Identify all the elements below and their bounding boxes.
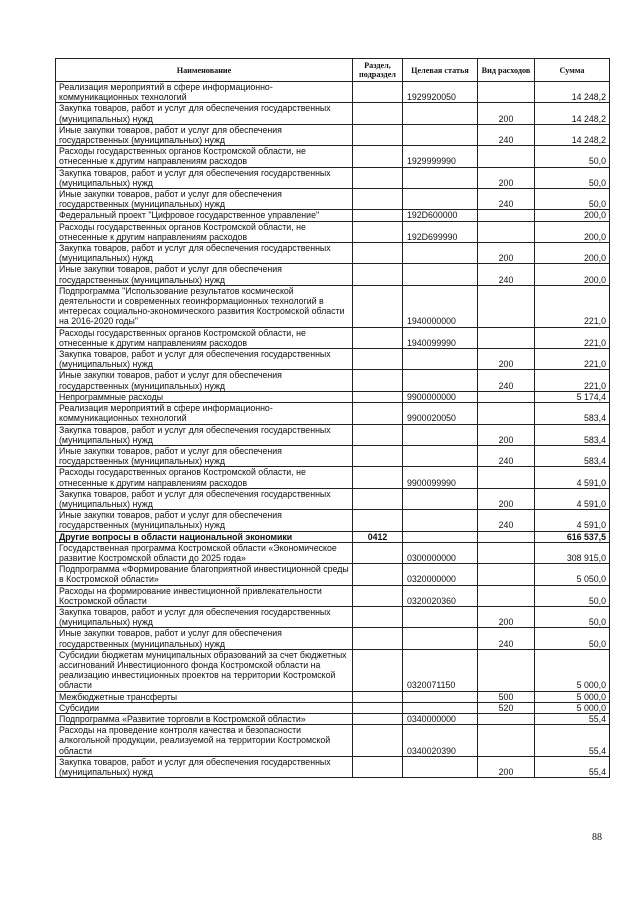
table-row (56, 725, 610, 757)
cell-name: Субсидии (56, 702, 353, 713)
cell-section (353, 725, 403, 757)
cell-type: 240 (478, 189, 535, 210)
table-row (56, 285, 610, 327)
cell-sum: 50,0 (535, 606, 610, 627)
cell-target: 0340020390 (403, 725, 478, 757)
cell-sum: 221,0 (535, 285, 610, 327)
cell-section (353, 285, 403, 327)
cell-section (353, 264, 403, 285)
cell-type: 240 (478, 370, 535, 391)
cell-section (353, 510, 403, 531)
cell-sum: 4 591,0 (535, 510, 610, 531)
cell-target: 0320071150 (403, 649, 478, 691)
cell-target (403, 702, 478, 713)
table-row (56, 210, 610, 221)
cell-type (478, 564, 535, 585)
cell-sum: 5 000,0 (535, 691, 610, 702)
cell-type (478, 146, 535, 167)
table-row (56, 82, 610, 103)
cell-target: 1929920050 (403, 82, 478, 103)
cell-target (403, 167, 478, 188)
cell-sum: 5 000,0 (535, 649, 610, 691)
cell-type: 200 (478, 756, 535, 777)
cell-name: Субсидии бюджетам муниципальных образований за счет бюджетных ассигнований Инвестиционного фонда Костромской области на реализацию инвестиционных проектов на территории Костромской области (56, 649, 353, 691)
cell-name: Закупка товаров, работ и услуг для обеспечения государственных (муниципальных) нужд (56, 243, 353, 264)
cell-type (478, 713, 535, 724)
cell-target (403, 124, 478, 145)
table-row (56, 606, 610, 627)
cell-sum: 55,4 (535, 725, 610, 757)
cell-section (353, 243, 403, 264)
cell-section (353, 124, 403, 145)
table-row (56, 370, 610, 391)
cell-sum: 583,4 (535, 403, 610, 424)
cell-section (353, 82, 403, 103)
cell-target: 192D600000 (403, 210, 478, 221)
cell-section (353, 103, 403, 124)
table-row (56, 510, 610, 531)
cell-type: 200 (478, 349, 535, 370)
cell-sum: 4 591,0 (535, 467, 610, 488)
cell-sum: 50,0 (535, 189, 610, 210)
cell-sum: 583,4 (535, 424, 610, 445)
cell-section (353, 146, 403, 167)
table-row (56, 391, 610, 402)
cell-name: Расходы государственных органов Костромской области, не отнесенные к другим направлениям расходов (56, 467, 353, 488)
table-row (56, 189, 610, 210)
cell-target: 9900000000 (403, 391, 478, 402)
cell-name: Расходы на формирование инвестиционной привлекательности Костромской области (56, 585, 353, 606)
table-row (56, 445, 610, 466)
cell-sum: 583,4 (535, 445, 610, 466)
cell-type: 520 (478, 702, 535, 713)
cell-sum: 50,0 (535, 146, 610, 167)
table-row (56, 756, 610, 777)
cell-type (478, 285, 535, 327)
cell-type (478, 221, 535, 242)
cell-name: Федеральный проект "Цифровое государственное управление" (56, 210, 353, 221)
cell-sum: 200,0 (535, 243, 610, 264)
table-row (56, 691, 610, 702)
cell-type: 200 (478, 243, 535, 264)
cell-name: Закупка товаров, работ и услуг для обеспечения государственных (муниципальных) нужд (56, 424, 353, 445)
cell-target (403, 445, 478, 466)
cell-name: Расходы государственных органов Костромской области, не отнесенные к другим направлениям расходов (56, 327, 353, 348)
cell-sum: 14 248,2 (535, 82, 610, 103)
cell-name: Подпрограмма "Использование результатов космической деятельности и современных геоинформационных технологий в интересах социально-экономического развития Костромской области на 2016-2020 годы" (56, 285, 353, 327)
table-row (56, 264, 610, 285)
table-row (56, 467, 610, 488)
cell-target (403, 243, 478, 264)
cell-type: 200 (478, 606, 535, 627)
cell-target (403, 189, 478, 210)
cell-target: 9900099990 (403, 467, 478, 488)
cell-target: 0320020360 (403, 585, 478, 606)
cell-name: Иные закупки товаров, работ и услуг для обеспечения государственных (муниципальных) нужд (56, 189, 353, 210)
cell-name: Закупка товаров, работ и услуг для обеспечения государственных (муниципальных) нужд (56, 756, 353, 777)
cell-name: Закупка товаров, работ и услуг для обеспечения государственных (муниципальных) нужд (56, 103, 353, 124)
table-body (56, 82, 610, 778)
cell-name: Расходы на проведение контроля качества и безопасности алкогольной продукции, реализуемой на территории Костромской области (56, 725, 353, 757)
table-row (56, 146, 610, 167)
cell-type (478, 391, 535, 402)
cell-type (478, 542, 535, 563)
table-row (56, 713, 610, 724)
cell-target (403, 606, 478, 627)
cell-type: 200 (478, 103, 535, 124)
header-sum: Сумма (535, 59, 610, 82)
cell-section (353, 467, 403, 488)
table-row (56, 124, 610, 145)
cell-name: Иные закупки товаров, работ и услуг для обеспечения государственных (муниципальных) нужд (56, 264, 353, 285)
table-row (56, 403, 610, 424)
cell-target (403, 510, 478, 531)
cell-section (353, 391, 403, 402)
cell-name: Иные закупки товаров, работ и услуг для обеспечения государственных (муниципальных) нужд (56, 124, 353, 145)
cell-target: 0320000000 (403, 564, 478, 585)
cell-target (403, 628, 478, 649)
cell-name: Закупка товаров, работ и услуг для обеспечения государственных (муниципальных) нужд (56, 488, 353, 509)
cell-section (353, 756, 403, 777)
table-row (56, 585, 610, 606)
header-name: Наименование (56, 59, 353, 82)
cell-section (353, 585, 403, 606)
table-row (56, 564, 610, 585)
cell-sum: 50,0 (535, 628, 610, 649)
cell-section (353, 542, 403, 563)
cell-target: 9900020050 (403, 403, 478, 424)
cell-sum: 221,0 (535, 349, 610, 370)
cell-name: Закупка товаров, работ и услуг для обеспечения государственных (муниципальных) нужд (56, 349, 353, 370)
cell-type: 240 (478, 628, 535, 649)
cell-section (353, 702, 403, 713)
cell-sum: 14 248,2 (535, 103, 610, 124)
table-header-row (56, 59, 610, 82)
cell-target (403, 424, 478, 445)
table-row (56, 702, 610, 713)
cell-type: 240 (478, 124, 535, 145)
cell-name: Межбюджетные трансферты (56, 691, 353, 702)
cell-name: Реализация мероприятий в сфере информационно-коммуникационных технологий (56, 403, 353, 424)
cell-type: 200 (478, 424, 535, 445)
table-row (56, 488, 610, 509)
cell-target (403, 103, 478, 124)
cell-target: 192D699990 (403, 221, 478, 242)
table-row (56, 542, 610, 563)
cell-target: 0300000000 (403, 542, 478, 563)
cell-name: Иные закупки товаров, работ и услуг для обеспечения государственных (муниципальных) нужд (56, 445, 353, 466)
cell-section (353, 445, 403, 466)
cell-sum: 55,4 (535, 756, 610, 777)
cell-type (478, 82, 535, 103)
table-row (56, 167, 610, 188)
cell-type (478, 585, 535, 606)
cell-section (353, 403, 403, 424)
cell-sum: 200,0 (535, 264, 610, 285)
cell-target: 0340000000 (403, 713, 478, 724)
cell-section (353, 167, 403, 188)
header-type: Вид расходов (478, 59, 535, 82)
cell-name: Закупка товаров, работ и услуг для обеспечения государственных (муниципальных) нужд (56, 167, 353, 188)
header-target: Целевая статья (403, 59, 478, 82)
cell-sum: 5 050,0 (535, 564, 610, 585)
table-row (56, 221, 610, 242)
cell-sum: 14 248,2 (535, 124, 610, 145)
cell-section (353, 349, 403, 370)
cell-sum: 4 591,0 (535, 488, 610, 509)
cell-section (353, 628, 403, 649)
cell-target (403, 756, 478, 777)
cell-target (403, 531, 478, 542)
cell-type (478, 531, 535, 542)
cell-target (403, 488, 478, 509)
cell-sum: 308 915,0 (535, 542, 610, 563)
cell-sum: 200,0 (535, 221, 610, 242)
cell-section (353, 424, 403, 445)
cell-section (353, 221, 403, 242)
cell-type (478, 210, 535, 221)
cell-type: 240 (478, 264, 535, 285)
page-number: 88 (592, 832, 602, 843)
cell-type: 200 (478, 488, 535, 509)
cell-target (403, 370, 478, 391)
cell-section (353, 606, 403, 627)
cell-name: Другие вопросы в области национальной экономики (56, 531, 353, 542)
cell-type: 200 (478, 167, 535, 188)
table-row (56, 103, 610, 124)
cell-target: 1929999990 (403, 146, 478, 167)
cell-name: Государственная программа Костромской области «Экономическое развитие Костромской области до 2025 года» (56, 542, 353, 563)
cell-type: 240 (478, 445, 535, 466)
cell-sum: 5 000,0 (535, 702, 610, 713)
cell-section (353, 488, 403, 509)
cell-section (353, 649, 403, 691)
cell-target: 1940000000 (403, 285, 478, 327)
cell-target (403, 264, 478, 285)
header-section: Раздел, подраздел (353, 59, 403, 82)
cell-name: Закупка товаров, работ и услуг для обеспечения государственных (муниципальных) нужд (56, 606, 353, 627)
cell-name: Непрограммные расходы (56, 391, 353, 402)
cell-type (478, 403, 535, 424)
cell-type (478, 327, 535, 348)
cell-type (478, 467, 535, 488)
cell-sum: 616 537,5 (535, 531, 610, 542)
cell-name: Подпрограмма «Развитие торговли в Костромской области» (56, 713, 353, 724)
cell-name: Подпрограмма «Формирование благоприятной инвестиционной среды в Костромской области» (56, 564, 353, 585)
cell-name: Расходы государственных органов Костромской области, не отнесенные к другим направлениям расходов (56, 146, 353, 167)
table-row (56, 531, 610, 542)
cell-name: Иные закупки товаров, работ и услуг для обеспечения государственных (муниципальных) нужд (56, 370, 353, 391)
table-row (56, 424, 610, 445)
cell-type: 500 (478, 691, 535, 702)
cell-section (353, 564, 403, 585)
table-row (56, 649, 610, 691)
cell-type (478, 725, 535, 757)
cell-sum: 221,0 (535, 327, 610, 348)
cell-sum: 50,0 (535, 167, 610, 188)
table-row (56, 628, 610, 649)
cell-section (353, 189, 403, 210)
cell-sum: 50,0 (535, 585, 610, 606)
cell-type: 240 (478, 510, 535, 531)
cell-section (353, 713, 403, 724)
cell-section: 0412 (353, 531, 403, 542)
cell-section (353, 327, 403, 348)
cell-section (353, 210, 403, 221)
cell-target: 1940099990 (403, 327, 478, 348)
table-row (56, 327, 610, 348)
cell-sum: 200,0 (535, 210, 610, 221)
cell-sum: 5 174,4 (535, 391, 610, 402)
cell-name: Реализация мероприятий в сфере информационно-коммуникационных технологий (56, 82, 353, 103)
cell-sum: 55,4 (535, 713, 610, 724)
table-row (56, 243, 610, 264)
cell-target (403, 691, 478, 702)
table-row (56, 349, 610, 370)
cell-name: Расходы государственных органов Костромской области, не отнесенные к другим направлениям расходов (56, 221, 353, 242)
cell-name: Иные закупки товаров, работ и услуг для обеспечения государственных (муниципальных) нужд (56, 510, 353, 531)
cell-name: Иные закупки товаров, работ и услуг для обеспечения государственных (муниципальных) нужд (56, 628, 353, 649)
cell-target (403, 349, 478, 370)
cell-section (353, 691, 403, 702)
cell-sum: 221,0 (535, 370, 610, 391)
budget-table (55, 58, 610, 778)
cell-section (353, 370, 403, 391)
cell-type (478, 649, 535, 691)
